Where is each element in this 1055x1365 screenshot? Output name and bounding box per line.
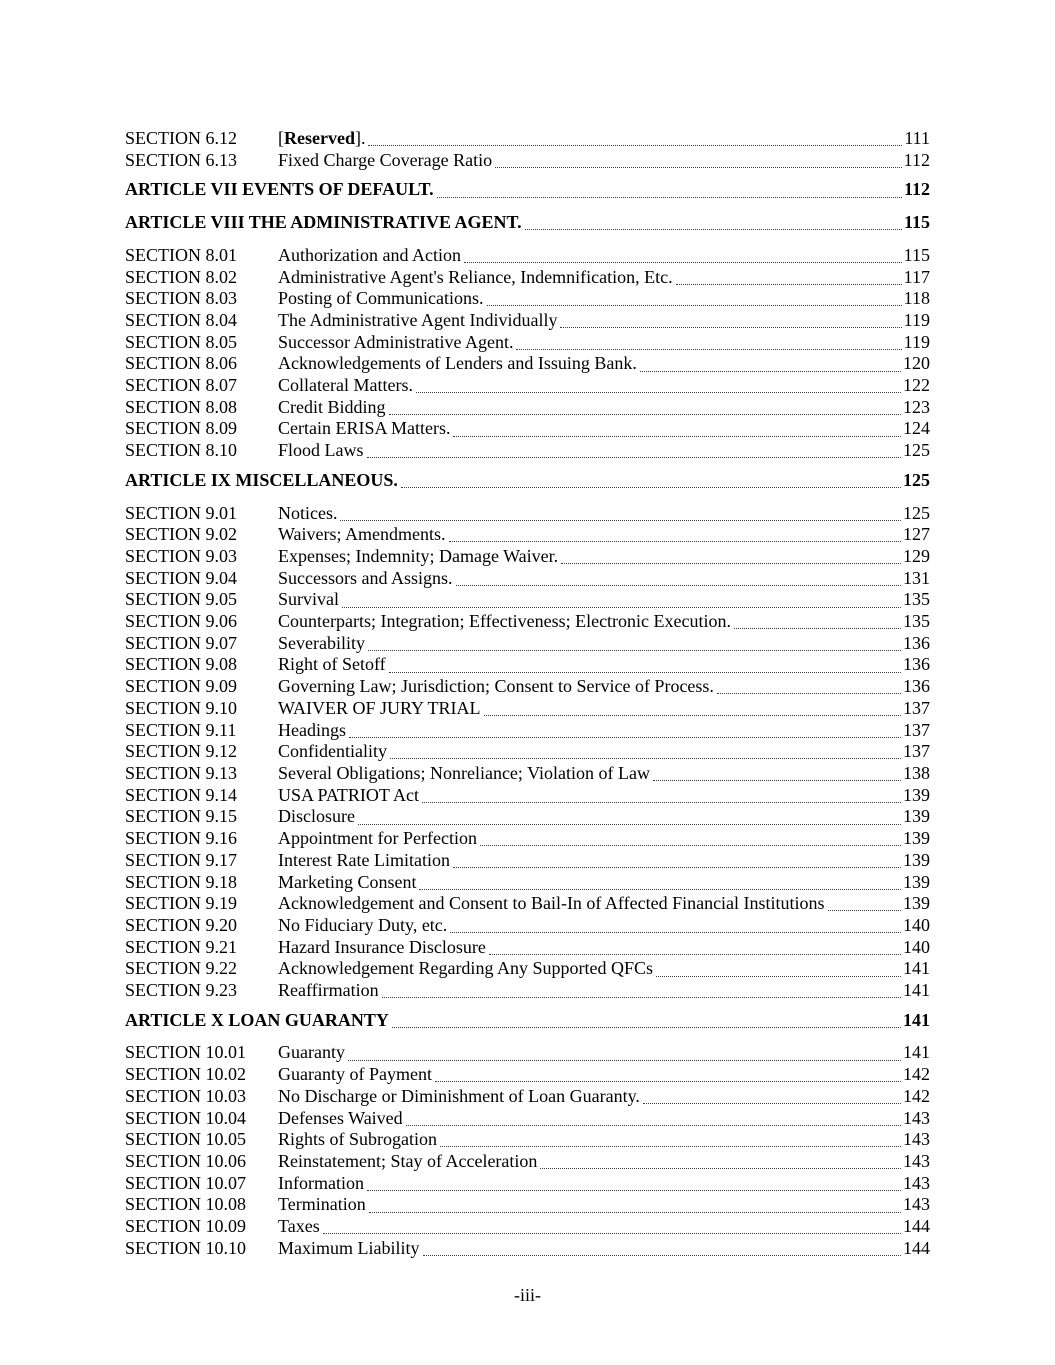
page-number: 141	[903, 1009, 930, 1030]
toc-entry-row	[125, 353, 930, 375]
entry-title: Reaffirmation	[278, 980, 379, 1001]
page-number: 143	[903, 1129, 930, 1150]
entry-title: Credit Bidding	[278, 396, 386, 417]
page-number: 139	[903, 893, 930, 914]
dot-leader	[358, 824, 901, 825]
entry-title: Successors and Assigns.	[278, 567, 453, 588]
toc-entry-row	[125, 633, 930, 655]
page-number: 144	[903, 1216, 930, 1237]
toc-entry-row	[125, 568, 930, 590]
section-label: SECTION 10.03	[125, 1085, 246, 1106]
section-label: SECTION 9.06	[125, 611, 237, 632]
toc-entry-row	[125, 546, 930, 568]
toc-entry-row	[125, 418, 930, 440]
page-number: 139	[903, 828, 930, 849]
dot-leader	[484, 715, 901, 716]
section-label: SECTION 9.17	[125, 849, 237, 870]
entry-title: Defenses Waived	[278, 1107, 403, 1128]
entry-title: Acknowledgement and Consent to Bail-In of Affected Financial Institutions	[278, 893, 825, 914]
dot-leader	[437, 197, 902, 198]
section-label: SECTION 10.10	[125, 1237, 246, 1258]
toc-entry-row	[125, 937, 930, 959]
dot-leader	[540, 1168, 901, 1169]
entry-title: Taxes	[278, 1216, 320, 1237]
page-number: 140	[903, 936, 930, 957]
entry-title: USA PATRIOT Act	[278, 784, 420, 805]
entry-title: No Fiduciary Duty, etc.	[278, 914, 448, 935]
section-label: SECTION 10.01	[125, 1042, 246, 1063]
dot-leader	[342, 607, 901, 608]
entry-title: Administrative Agent's Reliance, Indemnification, Etc.	[278, 266, 673, 287]
article-heading-row	[125, 1010, 930, 1032]
page-number: 118	[903, 288, 930, 309]
entry-title: Interest Rate Limitation	[278, 849, 450, 870]
dot-leader	[401, 487, 901, 488]
dot-leader	[464, 262, 902, 263]
section-label: SECTION 9.23	[125, 980, 237, 1001]
toc-entry-row	[125, 872, 930, 894]
toc-list	[125, 128, 930, 1259]
toc-entry-row	[125, 785, 930, 807]
page-number: 125	[903, 440, 930, 461]
page-footer-label: -iii-	[514, 1285, 541, 1306]
toc-entry-row	[125, 850, 930, 872]
dot-leader	[440, 1146, 901, 1147]
dot-leader	[422, 802, 901, 803]
section-label: SECTION 9.21	[125, 936, 237, 957]
entry-title-run: ].	[354, 128, 366, 148]
page-number: 131	[903, 567, 930, 588]
page-number: 136	[903, 654, 930, 675]
dot-leader	[828, 910, 901, 911]
toc-entry-row	[125, 1129, 930, 1151]
page-number: 141	[903, 980, 930, 1001]
section-label: SECTION 10.02	[125, 1064, 246, 1085]
section-label: SECTION 9.11	[125, 719, 237, 740]
toc-entry-row	[125, 698, 930, 720]
section-label: SECTION 9.07	[125, 632, 237, 653]
entry-title: Confidentiality	[278, 741, 387, 762]
section-label: SECTION 10.05	[125, 1129, 246, 1150]
dot-leader	[389, 672, 901, 673]
dot-leader	[516, 349, 901, 350]
toc-entry-row	[125, 128, 930, 150]
dot-leader	[450, 932, 901, 933]
page-number: 142	[903, 1064, 930, 1085]
page-number: 119	[903, 331, 930, 352]
page-number: 125	[903, 469, 930, 490]
entry-title: Maximum Liability	[278, 1237, 420, 1258]
page-number: 143	[903, 1150, 930, 1171]
section-label: SECTION 6.12	[125, 128, 237, 148]
dot-leader	[453, 436, 901, 437]
section-label: SECTION 8.08	[125, 396, 237, 417]
toc-entry-row	[125, 958, 930, 980]
toc-entry-row	[125, 1064, 930, 1086]
section-label: SECTION 9.12	[125, 741, 237, 762]
section-label: SECTION 8.10	[125, 440, 237, 461]
entry-title: Appointment for Perfection	[278, 828, 477, 849]
page-number: 127	[903, 524, 930, 545]
entry-title: Guaranty	[278, 1042, 345, 1063]
section-label: SECTION 10.06	[125, 1150, 246, 1171]
page-number: 139	[903, 871, 930, 892]
toc-entry-row	[125, 267, 930, 289]
toc-entry-row	[125, 150, 930, 172]
entry-title: Termination	[278, 1194, 366, 1215]
page-number: 141	[903, 1042, 930, 1063]
page-number: 129	[903, 545, 930, 566]
section-label: SECTION 8.09	[125, 418, 237, 439]
page-footer	[125, 1285, 930, 1307]
section-label: SECTION 10.07	[125, 1172, 246, 1193]
page-number: 123	[903, 396, 930, 417]
dot-leader	[717, 693, 901, 694]
page-number: 119	[903, 309, 930, 330]
dot-leader	[653, 780, 901, 781]
page-number: 135	[903, 589, 930, 610]
dot-leader	[640, 371, 901, 372]
entry-title: Severability	[278, 632, 365, 653]
page-number: 143	[903, 1172, 930, 1193]
entry-title: Several Obligations; Nonreliance; Violation of Law	[278, 762, 650, 783]
dot-leader	[392, 1027, 901, 1028]
dot-leader	[368, 650, 901, 651]
dot-leader	[382, 997, 901, 998]
toc-entry-row	[125, 893, 930, 915]
page-number: 144	[903, 1237, 930, 1258]
toc-entry-row	[125, 676, 930, 698]
page-number: 136	[903, 676, 930, 697]
page-number: 143	[903, 1107, 930, 1128]
section-label: SECTION 9.02	[125, 524, 237, 545]
toc-entry-row	[125, 980, 930, 1002]
toc-entry-row	[125, 741, 930, 763]
page-number: 137	[903, 697, 930, 718]
dot-leader	[560, 327, 901, 328]
entry-title	[278, 128, 365, 150]
toc-entry-row	[125, 332, 930, 354]
article-heading-row	[125, 179, 930, 201]
page-number: 111	[904, 128, 930, 148]
page-number: 137	[903, 741, 930, 762]
page-number: 141	[903, 958, 930, 979]
page-number: 124	[903, 418, 930, 439]
entry-title: No Discharge or Diminishment of Loan Guaranty.	[278, 1085, 640, 1106]
section-label: SECTION 9.04	[125, 567, 237, 588]
section-label: SECTION 8.03	[125, 288, 237, 309]
entry-title: Flood Laws	[278, 440, 364, 461]
section-label: SECTION 9.18	[125, 871, 237, 892]
dot-leader	[368, 145, 902, 146]
dot-leader	[456, 585, 902, 586]
section-label: SECTION 9.08	[125, 654, 237, 675]
toc-entry-row	[125, 1151, 930, 1173]
entry-title: Posting of Communications.	[278, 288, 484, 309]
page-number: 125	[903, 502, 930, 523]
entry-title-run: Reserved	[284, 128, 355, 148]
toc-entry-row	[125, 440, 930, 462]
section-label: SECTION 9.09	[125, 676, 237, 697]
entry-title: Marketing Consent	[278, 871, 417, 892]
page-number: 139	[903, 784, 930, 805]
toc-entry-row	[125, 720, 930, 742]
dot-leader	[348, 1060, 901, 1061]
dot-leader	[367, 1190, 901, 1191]
section-label: SECTION 9.10	[125, 697, 237, 718]
entry-title: Fixed Charge Coverage Ratio	[278, 149, 493, 170]
section-label: SECTION 9.01	[125, 502, 237, 523]
toc-entry-row	[125, 1194, 930, 1216]
dot-leader	[389, 414, 902, 415]
page-number: 143	[903, 1194, 930, 1215]
entry-title: Disclosure	[278, 806, 355, 827]
page-number: 136	[903, 632, 930, 653]
toc-entry-row	[125, 1108, 930, 1130]
section-label: SECTION 8.07	[125, 375, 237, 396]
entry-title: Rights of Subrogation	[278, 1129, 438, 1150]
section-label: SECTION 10.08	[125, 1194, 246, 1215]
dot-leader	[525, 229, 902, 230]
dot-leader	[561, 563, 901, 564]
dot-leader	[323, 1233, 901, 1234]
dot-leader	[487, 305, 902, 306]
page-number: 122	[903, 375, 930, 396]
entry-title: Acknowledgements of Lenders and Issuing Bank.	[278, 353, 637, 374]
section-label: SECTION 9.05	[125, 589, 237, 610]
dot-leader	[435, 1081, 901, 1082]
toc-entry-row	[125, 1173, 930, 1195]
section-label: SECTION 10.09	[125, 1216, 246, 1237]
toc-entry-row	[125, 763, 930, 785]
entry-title: Headings	[278, 719, 346, 740]
toc-entry-row	[125, 589, 930, 611]
entry-title: Right of Setoff	[278, 654, 386, 675]
dot-leader	[349, 737, 901, 738]
dot-leader	[423, 1255, 902, 1256]
section-label: SECTION 9.22	[125, 958, 237, 979]
entry-title: Survival	[278, 589, 339, 610]
page-number: 117	[903, 266, 930, 287]
entry-title-run: [	[278, 128, 284, 148]
page-number: 115	[903, 244, 930, 265]
entry-title: ARTICLE IX MISCELLANEOUS.	[125, 469, 398, 490]
toc-entry-row	[125, 524, 930, 546]
page-number: 142	[903, 1085, 930, 1106]
toc-entry-row	[125, 1216, 930, 1238]
entry-title: Successor Administrative Agent.	[278, 331, 514, 352]
entry-title: Counterparts; Integration; Effectiveness; Electronic Execution.	[278, 611, 732, 632]
entry-title: ARTICLE VIII THE ADMINISTRATIVE AGENT.	[125, 212, 522, 233]
section-label: SECTION 9.19	[125, 893, 237, 914]
dot-leader	[406, 1125, 901, 1126]
entry-title: Information	[278, 1172, 364, 1193]
entry-title: ARTICLE X LOAN GUARANTY	[125, 1009, 389, 1030]
toc-entry-row	[125, 397, 930, 419]
toc-entry-row	[125, 1238, 930, 1260]
dot-leader	[367, 457, 902, 458]
dot-leader	[495, 167, 902, 168]
toc-entry-row	[125, 915, 930, 937]
entry-title: Collateral Matters.	[278, 375, 413, 396]
entry-title: Certain ERISA Matters.	[278, 418, 451, 439]
toc-entry-row	[125, 1086, 930, 1108]
entry-title: WAIVER OF JURY TRIAL	[278, 697, 481, 718]
section-label: SECTION 9.13	[125, 762, 237, 783]
page-number: 140	[903, 914, 930, 935]
toc-entry-row	[125, 288, 930, 310]
section-label: SECTION 8.04	[125, 309, 237, 330]
entry-title: Expenses; Indemnity; Damage Waiver.	[278, 545, 559, 566]
toc-entry-row	[125, 310, 930, 332]
toc-entry-row	[125, 654, 930, 676]
article-heading-row	[125, 212, 930, 234]
entry-title: Reinstatement; Stay of Acceleration	[278, 1150, 538, 1171]
dot-leader	[676, 284, 902, 285]
section-label: SECTION 6.13	[125, 149, 237, 170]
page-number: 115	[903, 212, 930, 233]
dot-leader	[453, 867, 901, 868]
toc-entry-row	[125, 1042, 930, 1064]
entry-title: Waivers; Amendments.	[278, 524, 446, 545]
page-number: 135	[903, 611, 930, 632]
section-label: SECTION 8.06	[125, 353, 237, 374]
section-label: SECTION 8.05	[125, 331, 237, 352]
page-number: 138	[903, 762, 930, 783]
section-label: SECTION 9.03	[125, 545, 237, 566]
dot-leader	[449, 541, 901, 542]
dot-leader	[369, 1212, 901, 1213]
entry-title: Acknowledgement Regarding Any Supported QFCs	[278, 958, 653, 979]
section-label: SECTION 8.01	[125, 244, 237, 265]
section-label: SECTION 8.02	[125, 266, 237, 287]
entry-title: Notices.	[278, 502, 338, 523]
dot-leader	[643, 1103, 901, 1104]
toc-entry-row	[125, 828, 930, 850]
dot-leader	[656, 976, 901, 977]
page-number: 137	[903, 719, 930, 740]
section-label: SECTION 9.15	[125, 806, 237, 827]
dot-leader	[419, 889, 901, 890]
article-heading-row	[125, 470, 930, 492]
entry-title: Guaranty of Payment	[278, 1064, 432, 1085]
entry-title: The Administrative Agent Individually	[278, 309, 558, 330]
section-label: SECTION 9.14	[125, 784, 237, 805]
toc-entry-row	[125, 245, 930, 267]
page-number: 139	[903, 806, 930, 827]
toc-entry-row	[125, 375, 930, 397]
page-number: 139	[903, 849, 930, 870]
dot-leader	[340, 520, 901, 521]
entry-title: Authorization and Action	[278, 244, 461, 265]
dot-leader	[489, 954, 901, 955]
toc-entry-row	[125, 503, 930, 525]
entry-title: Governing Law; Jurisdiction; Consent to Service of Process.	[278, 676, 714, 697]
section-label: SECTION 9.20	[125, 914, 237, 935]
dot-leader	[390, 758, 901, 759]
entry-title: ARTICLE VII EVENTS OF DEFAULT.	[125, 179, 434, 200]
page-number: 112	[903, 149, 930, 170]
page-number: 120	[903, 353, 930, 374]
dot-leader	[416, 392, 901, 393]
page-number: 112	[903, 179, 930, 200]
section-label: SECTION 10.04	[125, 1107, 246, 1128]
entry-title: Hazard Insurance Disclosure	[278, 936, 486, 957]
dot-leader	[734, 628, 901, 629]
toc-entry-row	[125, 611, 930, 633]
toc-entry-row	[125, 806, 930, 828]
dot-leader	[480, 845, 901, 846]
section-label: SECTION 9.16	[125, 828, 237, 849]
